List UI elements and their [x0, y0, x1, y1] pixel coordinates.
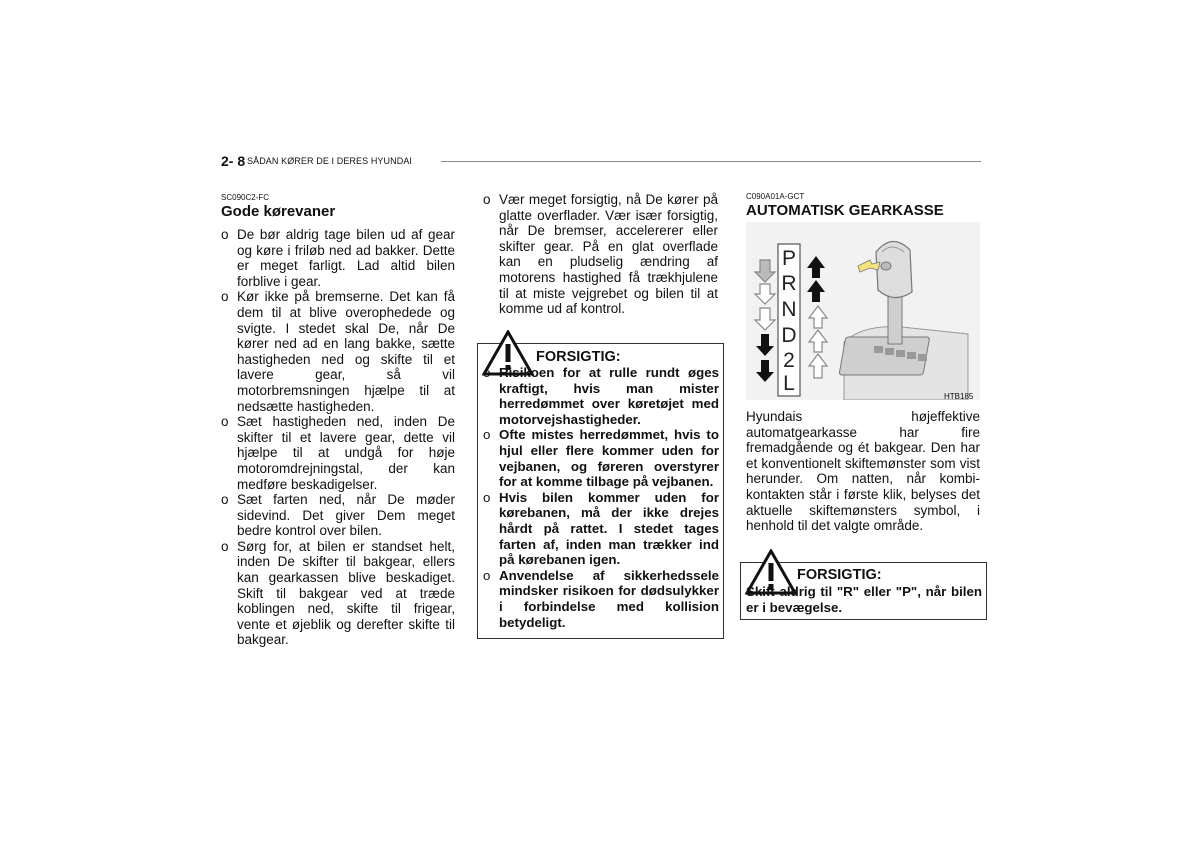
gear-letter: L: [783, 372, 795, 395]
gear-letter: D: [781, 324, 797, 347]
section-heading: AUTOMATISK GEARKASSE: [746, 202, 944, 219]
column-automatic-transmission: [746, 192, 980, 220]
page-number: 2- 8: [221, 153, 246, 169]
caution-text: Skift aldrig til "R" eller "P", når bilen er i bevægelse.: [746, 584, 982, 615]
list-item: o Sæt farten ned, når De møder sidevind. Det giver Dem meget bedre kontrol over bilen.: [221, 492, 455, 539]
caution-list: [483, 365, 719, 630]
bullet-mark: o: [221, 414, 229, 430]
section-code: SC090C2-FC: [221, 193, 270, 202]
gear-letter: 2: [783, 349, 795, 372]
gear-letter: N: [781, 298, 797, 321]
section-heading: Gode kørevaner: [221, 203, 336, 220]
gear-shift-diagram: [746, 222, 980, 400]
list-item: o De bør aldrig tage bilen ud af gear og køre i friløb ned ad bakker. Dette er meget farligt. Lad altid bilen forblive i gear.: [221, 227, 455, 289]
caution-box-reverse-park: [740, 562, 987, 620]
bullet-mark: o: [221, 289, 229, 305]
column-good-driving-habits: [221, 193, 455, 648]
bullet-mark: o: [483, 192, 491, 207]
bullet-mark: o: [483, 427, 491, 443]
bullet-list: [483, 192, 718, 317]
bullet-mark: o: [483, 365, 491, 380]
gear-letter: R: [781, 272, 797, 295]
list-item: o Vær meget forsigtig, nå De kører på glatte overflader. Vær især forsigtig, når De bremser, accelererer eller skifter gear. På en glat overflade kan en pludselig ændring af motorens hastighed få trækhjulene til at miste vejgrebet og bilen til at komme ud af kontrol.: [483, 192, 718, 317]
list-item: o Sørg for, at bilen er standset helt, inden De skifter til bakgear, ellers kan gearkassen blive beskadiget. Skift til bakgear ved at træde koblingen ned, skifte til frigear, vente et øjeblik og derefter skifte til bakgear.: [221, 538, 455, 648]
caution-title: FORSIGTIG:: [797, 567, 882, 583]
header-rule: [441, 161, 981, 162]
bullet-mark: o: [483, 567, 491, 583]
list-item: o Anvendelse af sikkerhedsselе mindsker risikoen for dødsulykker i forbindelse med kollision betydeligt.: [483, 567, 719, 630]
transmission-description: Hyundais højeffektive automatgearkasse har fire fremadgående og ét bakgear. Den har et konventionelt skiftemønster som vist herunder. Om natten, når kombi-kontakten står i første klik, belyses det aktuelle skiftemønsters symbol, i henhold til det valgte område.: [746, 409, 980, 534]
bullet-mark: o: [221, 227, 229, 242]
list-item: o Ofte mistes herredømmet, hvis to hjul eller flere kommer uden for vejbanen, og føreren overstyrer for at komme tilbage på vejbanen.: [483, 427, 719, 490]
gear-letter: P: [781, 247, 797, 270]
bullet-mark: o: [221, 538, 229, 554]
section-code: C090A01A-GCT: [746, 192, 805, 201]
gear-shift-illustration: [746, 222, 980, 400]
bullet-mark: o: [483, 489, 491, 505]
list-item: o Hvis bilen kommer uden for kørebanen, må der ikke drejes hårdt på rattet. I stedet tages farten af, inden man trækker ind på kørebanen igen.: [483, 489, 719, 568]
caution-box-rollover: [477, 343, 724, 639]
column-slippery-surfaces: [483, 192, 718, 317]
caution-title: FORSIGTIG:: [536, 349, 621, 365]
running-header: SÅDAN KØRER DE I DERES HYUNDAI: [247, 156, 413, 166]
bullet-list: [221, 227, 455, 648]
list-item: o Sæt hastigheden ned, inden De skifter til et lavere gear, dette vil hjælpe til at undgå for høje motoromdrejningstal, der kan medføre beskadigelser.: [221, 414, 455, 492]
list-item: o Risikoen for at rulle rundt øges kraftigt, hvis man mister herredømmet over køretøjet med motorvejshastigheder.: [483, 365, 719, 427]
figure-label: HTB185: [944, 392, 974, 401]
list-item: o Kør ikke på bremserne. Det kan få dem til at blive overophedede og svigte. I stedet skal De, når De kører ned ad en lang bakke, sætte hastigheden ned og skifte til et lavere gear, så vil motorbremsningen hjælpe til at nedsætte hastigheden.: [221, 289, 455, 414]
bullet-mark: o: [221, 492, 229, 508]
